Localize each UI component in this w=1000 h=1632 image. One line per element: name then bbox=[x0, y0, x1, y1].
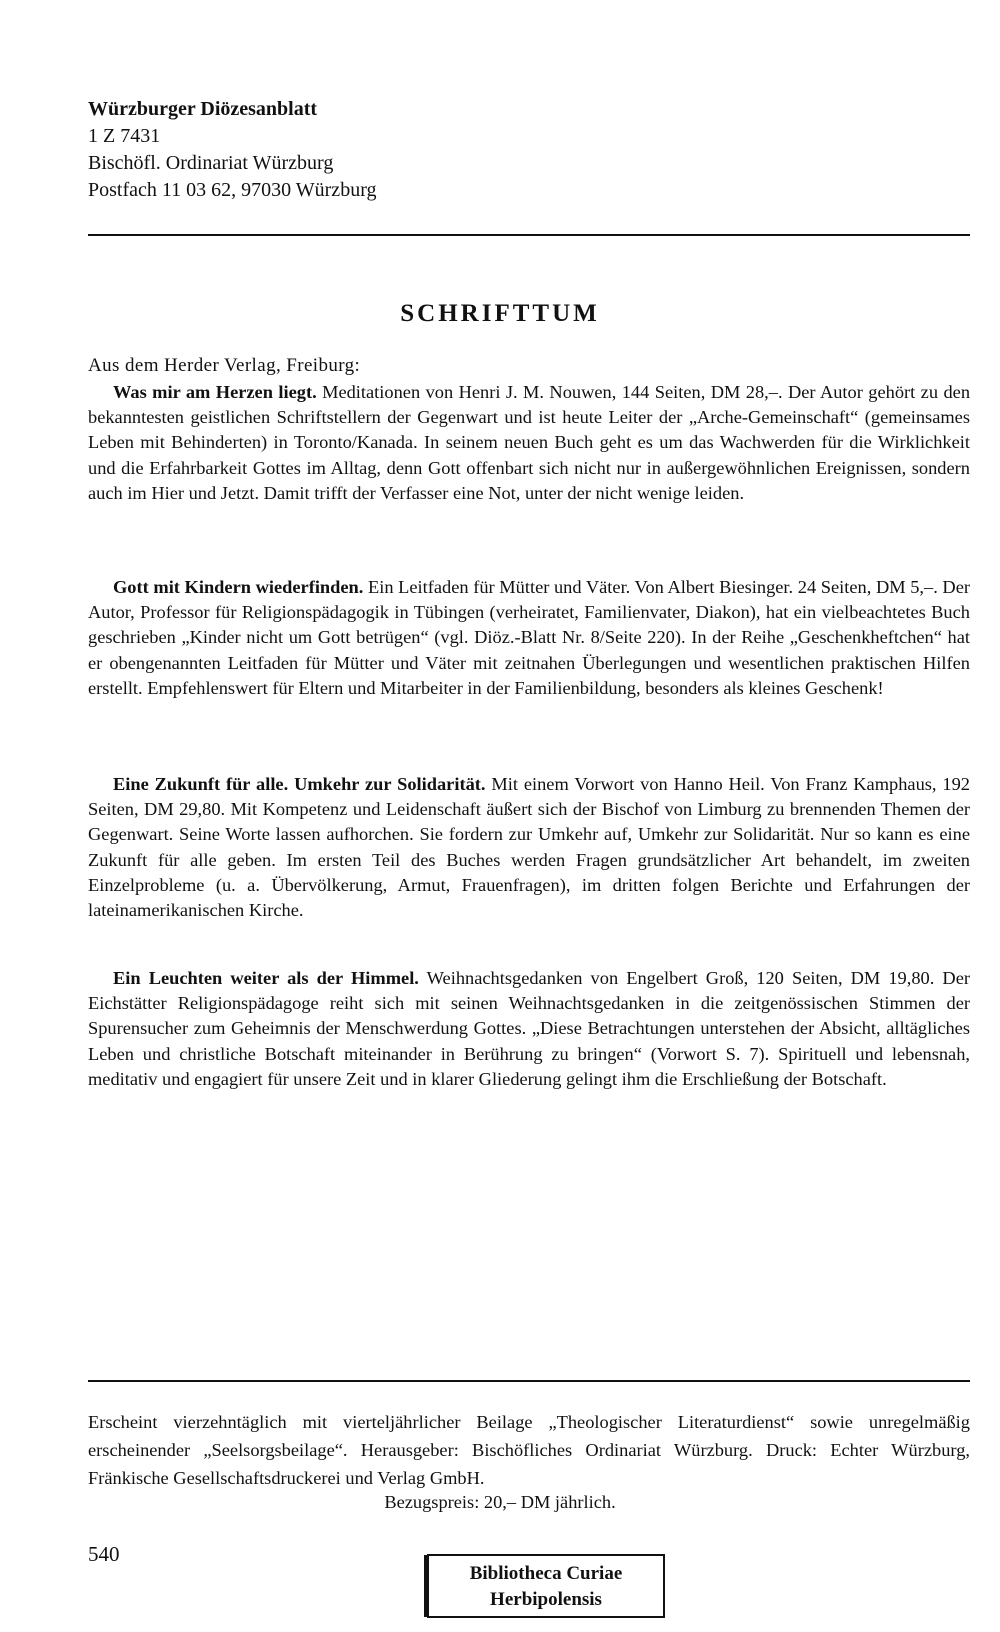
imprint-text: Erscheint vierzehntäglich mit vierteljährlicher Beilage „Theologischer Literaturdienst“ sowie unregelmäßig erscheinender „Seelsorgsbeilage“. Herausgeber: Bischöfliches Ordinariat Würzburg. Druck: Echter Würzburg, Fränkische Gesellschaftsdruckerei und Verlag GmbH. bbox=[88, 1412, 970, 1488]
book-description: Mit einem Vorwort von Hanno Heil. Von Franz Kamphaus, 192 Seiten, DM 29,80. Mit Kompetenz und Leidenschaft äußert sich der Bischof von Limburg zu brennenden Themen der Gegenwart. Seine Worte lassen aufhorchen. Sie fordern zur Umkehr auf, Umkehr zur Solidarität. Nur so kann es eine Zukunft für alle geben. Im ersten Teil des Buches werden Fragen grundsätzlicher Art behandelt, im zweiten Einzelprobleme (u. a. Übervölkerung, Armut, Frauenfragen), im dritten folgen Berichte und Erfahrungen der lateinamerikanischen Kirche. bbox=[88, 774, 970, 921]
book-entry bbox=[88, 966, 970, 1092]
stamp-line-1: Bibliotheca Curiae bbox=[469, 1563, 623, 1584]
book-title: Eine Zukunft für alle. Umkehr zur Solidarität. bbox=[113, 774, 486, 794]
publisher-line: Aus dem Herder Verlag, Freiburg: bbox=[88, 355, 361, 376]
book-title: Ein Leuchten weiter als der Himmel. bbox=[113, 968, 419, 988]
stamp-line-2: Herbipolensis bbox=[490, 1589, 602, 1610]
publisher-office: Bischöfl. Ordinariat Würzburg bbox=[88, 152, 334, 174]
publication-title: Würzburger Diözesanblatt bbox=[88, 98, 318, 120]
masthead bbox=[88, 96, 377, 204]
footer-rule bbox=[88, 1380, 970, 1382]
book-description: Weihnachtsgedanken von Engelbert Groß, 120 Seiten, DM 19,80. Der Eichstätter Religionspädagoge reiht sich mit seinen Weihnachtsgedanken in die zeitgenössischen Stimmen der Spurensucher zum Geheimnis der Menschwerdung Gottes. „Diese Betrachtungen unterstehen der Absicht, alltägliches Leben und christliche Botschaft miteinander in Berührung zu bringen“ (Vorwort S. 7). Spirituell und lebensnah, meditativ und engagiert für unsere Zeit und in klarer Gliederung gelingt ihm die Erschließung der Botschaft. bbox=[88, 968, 970, 1089]
book-description: Ein Leitfaden für Mütter und Väter. Von Albert Biesinger. 24 Seiten, DM 5,–. Der Autor, Professor für Religionspädagogik in Tübingen (verheiratet, Familienvater, Diakon), hat ein vielbeachtetes Buch geschrieben „Kinder nicht um Gott betrügen“ (vgl. Diöz.-Blatt Nr. 8/Seite 220). In der Reihe „Geschenkheftchen“ hat er obengenannten Leitfaden für Mütter und Väter mit zeitnahen Überlegungen und wesentlichen praktischen Hilfen erstellt. Empfehlenswert für Eltern und Mitarbeiter in der Familienbildung, besonders als kleines Geschenk! bbox=[88, 577, 970, 698]
book-title: Gott mit Kindern wiederfinden. bbox=[113, 577, 364, 597]
subscription-price: Bezugspreis: 20,– DM jährlich. bbox=[384, 1492, 616, 1512]
book-entry bbox=[88, 575, 970, 701]
postal-address: Postfach 11 03 62, 97030 Würzburg bbox=[88, 179, 377, 201]
top-rule bbox=[88, 234, 970, 236]
page-number: 540 bbox=[88, 1542, 120, 1566]
book-title: Was mir am Herzen liegt. bbox=[113, 382, 317, 402]
book-entry bbox=[88, 772, 970, 923]
library-stamp bbox=[427, 1554, 665, 1618]
publication-code: 1 Z 7431 bbox=[88, 125, 161, 147]
book-description: Meditationen von Henri J. M. Nouwen, 144 Seiten, DM 28,–. Der Autor gehört zu den bekanntesten geistlichen Schriftstellern der Gegenwart und ist heute Leiter der „Arche-Gemeinschaft“ (gemeinsames Leben mit Behinderten) in Toronto/Kanada. In seinem neuen Buch geht es um das Wachwerden für die Wirklichkeit und die Erfahrbarkeit Gottes im Alltag, denn Gott offenbart sich nicht nur in außergewöhnlichen Ereignissen, sondern auch im Hier und Jetzt. Damit trifft der Verfasser eine Not, unter der nicht wenige leiden. bbox=[88, 382, 971, 503]
book-entry bbox=[88, 380, 970, 506]
section-title: SCHRIFTTUM bbox=[400, 300, 600, 327]
